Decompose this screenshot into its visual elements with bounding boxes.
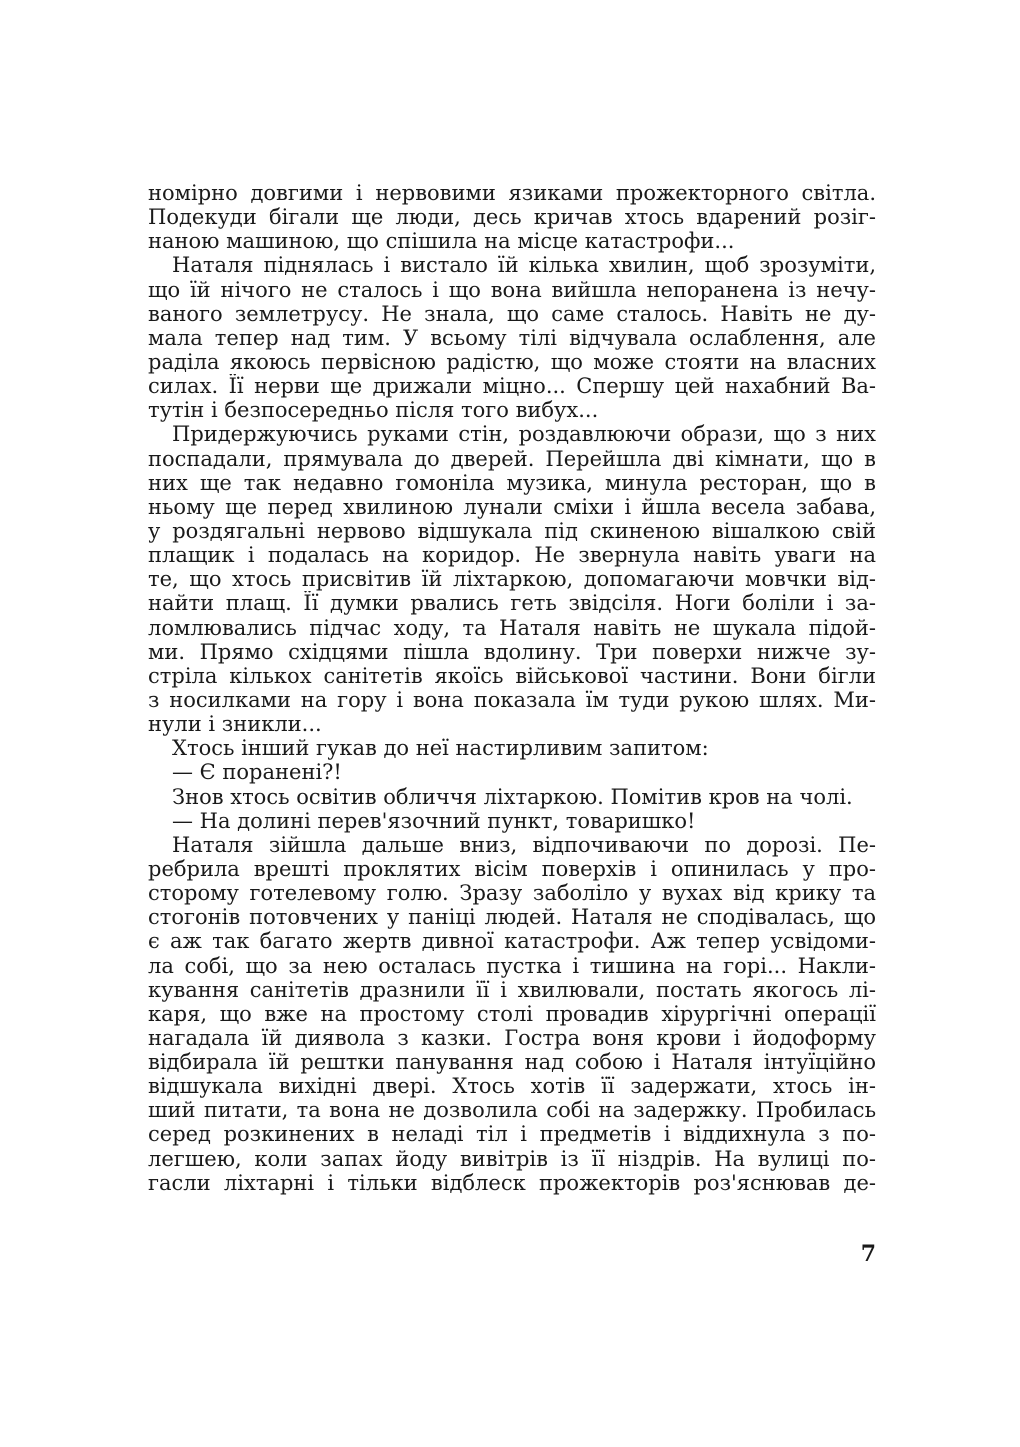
text-line: найти плащ. Її думки рвались геть звідсіля. Ноги боліли і за- — [148, 591, 876, 616]
text-line: поспадали, прямувала до дверей. Перейшла дві кімнати, що в — [148, 446, 876, 471]
page-number: 7 — [860, 1241, 876, 1267]
text-line: відбирала їй рештки панування над собою і Наталя інтуїційно — [148, 1050, 876, 1075]
text-line: мала тепер над тим. У всьому тілі відчувала ослаблення, але — [148, 325, 876, 350]
text-line: Наталя піднялась і вистало їй кілька хвилин, щоб зрозуміти, — [172, 253, 876, 278]
text-line: тутін і безпосередньо після того вибух... — [148, 398, 599, 423]
text-line: що їй нічого не сталось і що вона вийшла непоранена із нечу- — [148, 277, 876, 302]
text-line: наною машиною, що спішила на місце катастрофи... — [148, 229, 735, 254]
text-line: раділа якоюсь первісною радістю, що може стояти на власних — [148, 349, 876, 374]
text-line: ла собі, що за нею осталась пустка і тишина на горі... Накли- — [148, 953, 876, 978]
text-line: легшею, коли запах йоду вивітрів із її ніздрів. На вулиці по- — [148, 1146, 876, 1171]
text-line: сторому готелевому голю. Зразу заболіло у вухах від крику та — [148, 881, 876, 906]
text-line: Наталя зійшла дальше вниз, відпочиваючи по дорозі. Пе- — [172, 832, 876, 857]
text-line: номірно довгими і нервовими язиками прожекторного світла. — [148, 181, 876, 205]
text-line: силах. Її нерви ще дрижали міцно... Спершу цей нахабний Ва- — [148, 374, 876, 399]
text-line: ломлювались підчас ходу, та Наталя навіть не шукала підой- — [148, 615, 876, 640]
text-line: є аж так багато жертв дивної катастрофи. Аж тепер усвідоми- — [148, 929, 876, 954]
text-line: Знов хтось освітив обличчя ліхтаркою. Помітив кров на чолі. — [172, 784, 853, 809]
text-line: ший питати, та вона не дозволила собі на задержку. Пробилась — [148, 1098, 876, 1123]
text-line: ньому ще перед хвилиною лунали сміхи і йшла весела забава, — [148, 494, 876, 519]
text-line: стогонів потовчених у паніці людей. Наталя не сподівалась, що — [148, 905, 876, 930]
text-line: нули і зникли... — [148, 712, 322, 737]
text-line: у роздягальні нервово відшукала під скиненою вішалкою свій — [148, 518, 876, 543]
text-line: плащик і подалась на коридор. Не звернула навіть уваги на — [148, 543, 876, 568]
text-line: Подекуди бігали ще люди, десь кричав хтось вдарений розіг- — [148, 205, 876, 230]
body-text — [148, 181, 876, 1195]
text-line: те, що хтось присвітив їй ліхтаркою, допомагаючи мовчки від- — [148, 567, 876, 592]
text-line: Хтось інший гукав до неї настирливим запитом: — [172, 736, 709, 761]
text-line: відшукала вихідні двері. Хтось хотів її задержати, хтось ін- — [148, 1074, 876, 1099]
text-line: каря, що вже на простому столі провадив хірургічні операції — [148, 1001, 876, 1026]
text-line: — На долині перев'язочний пункт, товаришко! — [172, 808, 696, 833]
text-line: стріла кількох санітетів якоїсь військової частини. Вони бігли — [148, 663, 876, 688]
text-line: ребрила врешті проклятих вісім поверхів і опинилась у про- — [148, 856, 876, 881]
text-line: нагадала їй диявола з казки. Гостра воня крови і йодоформу — [148, 1025, 876, 1050]
text-line: серед розкинених в неладі тіл і предметів і віддихнула з по- — [148, 1122, 876, 1147]
text-line: гасли ліхтарні і тільки відблеск прожекторів роз'яснював де- — [148, 1170, 876, 1195]
text-line: кування санітетів дразнили її і хвилювали, постать якогось лі- — [148, 977, 876, 1002]
text-line: ми. Прямо східцями пішла вдолину. Три поверхи нижче зу- — [148, 639, 876, 664]
text-line: з носилками на гору і вона показала їм туди рукою шлях. Ми- — [148, 687, 876, 712]
text-line: ваного землетрусу. Не знала, що саме сталось. Навіть не ду- — [148, 301, 876, 326]
text-line: Придержуючись руками стін, роздавлюючи образи, що з них — [172, 422, 876, 447]
text-line: них ще так недавно гомоніла музика, минула ресторан, що в — [148, 470, 876, 495]
text-line: — Є поранені?! — [172, 760, 342, 785]
